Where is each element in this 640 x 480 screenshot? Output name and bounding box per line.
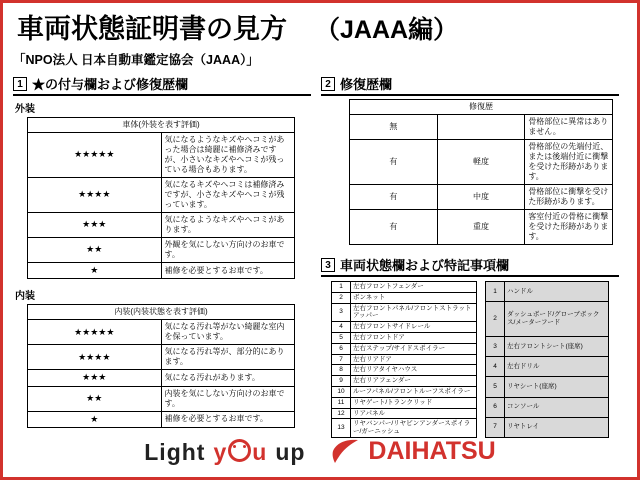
table-row [28, 305, 295, 320]
section3-number: 3 [321, 258, 335, 272]
part-number: 2 [332, 292, 351, 303]
repair-grade: 軽度 [437, 140, 525, 185]
repair-table-header: 修復歴 [350, 100, 613, 115]
repair-description: 骨格部位に衝撃を受けた形跡があります。 [525, 185, 613, 210]
table-row [332, 386, 477, 397]
rating-description: 気になるようなキズやヘコミがあった場合は綺麗に補修済みですが、小さいなキズやヘコミが残っている場合もあります。 [161, 133, 295, 178]
table-row [350, 140, 613, 185]
title-row [3, 3, 637, 46]
rating-description: 気になるキズやヘコミは補修済みですが、小さなキズやヘコミが残っています。 [161, 178, 295, 213]
part-name: 左右フロントドア [351, 332, 477, 343]
part-name: リヤシート(座席) [505, 377, 609, 397]
part-name: ダッシュボード/グローブボックス/メーターフード [505, 302, 609, 337]
repair-mark: 無 [350, 115, 438, 140]
exterior-parts-table [331, 281, 477, 438]
table-row [350, 115, 613, 140]
rating-description: 補修を必要とするお車です。 [161, 263, 295, 279]
left-column [13, 74, 311, 438]
daihatsu-logo-icon [331, 438, 361, 464]
table-row [332, 354, 477, 365]
brand-lockup [331, 437, 495, 466]
repair-grade: 中度 [437, 185, 525, 210]
rating-stars: ★★★★ [28, 345, 162, 370]
table-row [350, 210, 613, 245]
rating-description: 外観を気にしない方向けのお車です。 [161, 238, 295, 263]
right-column [321, 74, 619, 438]
repair-mark: 有 [350, 210, 438, 245]
table-row [486, 282, 609, 302]
rating-description: 気になるようなキズやヘコミがあります。 [161, 213, 295, 238]
table-row [28, 213, 295, 238]
section2-header [321, 74, 619, 96]
part-number: 13 [332, 419, 351, 438]
part-number: 10 [332, 386, 351, 397]
part-name: リアパネル [351, 408, 477, 419]
part-number: 5 [486, 377, 505, 397]
table-row [28, 178, 295, 213]
part-name: リヤゲート/トランクリッド [351, 397, 477, 408]
rating-description: 気になる汚れがあります。 [161, 370, 295, 386]
repair-mark: 有 [350, 185, 438, 210]
section1-title: ★の付与欄および修復歴欄 [32, 77, 189, 92]
page-subtitle: 「NPO法人 日本自動車鑑定協会（JAAA）」 [13, 53, 259, 67]
part-number: 12 [332, 408, 351, 419]
content-columns [3, 68, 637, 438]
part-number: 7 [486, 417, 505, 437]
exterior-table-header: 車体(外装を表す評価) [28, 118, 295, 133]
interior-parts-table [485, 281, 609, 438]
part-number: 1 [332, 282, 351, 293]
table-row [332, 322, 477, 333]
rating-stars: ★★★★ [28, 178, 162, 213]
section1-header [13, 74, 311, 96]
part-number: 1 [486, 282, 505, 302]
rating-stars: ★ [28, 411, 162, 427]
part-name: 左右ステップ/サイドスポイラー [351, 343, 477, 354]
table-row [28, 370, 295, 386]
rating-stars: ★★ [28, 386, 162, 411]
part-name: コンソール [505, 397, 609, 417]
interior-group-label: 内装 [15, 291, 35, 303]
slogan-light: Light [144, 438, 206, 465]
section3-title: 車両状態欄および特記事項欄 [340, 258, 510, 273]
repair-description: 骨格部位に異常はありません。 [525, 115, 613, 140]
slogan-u: u [252, 438, 268, 465]
part-name: ルーフパネル/フロントルーフスポイラー [351, 386, 477, 397]
rating-description: 内装を気にしない方向けのお車です。 [161, 386, 295, 411]
repair-mark: 有 [350, 140, 438, 185]
table-row [486, 336, 609, 356]
rating-stars: ★ [28, 263, 162, 279]
table-row [28, 238, 295, 263]
table-row [28, 386, 295, 411]
part-number: 4 [486, 357, 505, 377]
smiley-o-icon [228, 439, 251, 462]
rating-stars: ★★★★★ [28, 133, 162, 178]
slogan-y: y [213, 438, 228, 465]
repair-description: 骨格部位の先端付近、または後端付近に衝撃を受けた形跡があります。 [525, 140, 613, 185]
part-name: 左右フロントパネル/フロントストラットアッパー [351, 303, 477, 322]
part-name: 左右リアタイヤハウス [351, 365, 477, 376]
part-number: 11 [332, 397, 351, 408]
rating-stars: ★★ [28, 238, 162, 263]
table-row [486, 302, 609, 337]
slogan [144, 437, 305, 466]
rating-stars: ★★★★★ [28, 320, 162, 345]
section2-number: 2 [321, 77, 335, 91]
part-name: ハンドル [505, 282, 609, 302]
table-row [486, 357, 609, 377]
repair-description: 客室付近の骨格に衝撃を受けた形跡があります。 [525, 210, 613, 245]
table-row [332, 303, 477, 322]
part-number: 2 [486, 302, 505, 337]
page-title-sub: （JAAA編） [315, 16, 459, 44]
repair-grade [437, 115, 525, 140]
part-number: 4 [332, 322, 351, 333]
repair-history-table [349, 99, 613, 245]
part-number: 5 [332, 332, 351, 343]
table-row [28, 263, 295, 279]
part-name: 左右リアフェンダー [351, 376, 477, 387]
section2-title: 修復歴欄 [340, 77, 393, 92]
part-name: 左右フロントフェンダー [351, 282, 477, 293]
brand-name: DAIHATSU [368, 436, 496, 465]
part-number: 9 [332, 376, 351, 387]
table-row [486, 377, 609, 397]
table-row [332, 365, 477, 376]
table-row [350, 100, 613, 115]
interior-rating-table [27, 304, 295, 428]
part-number: 7 [332, 354, 351, 365]
part-name: リヤバンパー/リヤピンアンダースポイラー/ガーニッシュ [351, 419, 477, 438]
part-number: 6 [486, 397, 505, 417]
exterior-rating-table [27, 117, 295, 279]
footer [3, 425, 637, 477]
part-number: 8 [332, 365, 351, 376]
part-name: 左右ドリル [505, 357, 609, 377]
repair-grade: 重度 [437, 210, 525, 245]
part-name: 左右リアドア [351, 354, 477, 365]
part-name: リヤトレイ [505, 417, 609, 437]
table-row [332, 282, 477, 293]
table-row [28, 320, 295, 345]
interior-table-header: 内装(内装状態を表す評価) [28, 305, 295, 320]
table-row [332, 343, 477, 354]
part-number: 3 [486, 336, 505, 356]
table-row [332, 292, 477, 303]
table-row [332, 397, 477, 408]
section1-number: 1 [13, 77, 27, 91]
rating-description: 気になる汚れ等がない綺麗な室内を保っています。 [161, 320, 295, 345]
table-row [332, 376, 477, 387]
rating-description: 気になる汚れ等が、部分的にあります。 [161, 345, 295, 370]
part-name: 左右フロントシート(座席) [505, 336, 609, 356]
slogan-up: up [275, 438, 306, 465]
parts-tables-wrapper [331, 281, 619, 438]
rating-stars: ★★★ [28, 370, 162, 386]
rating-stars: ★★★ [28, 213, 162, 238]
section3-header [321, 255, 619, 277]
table-row [332, 332, 477, 343]
table-row [350, 185, 613, 210]
table-row [332, 408, 477, 419]
table-row [28, 118, 295, 133]
part-number: 3 [332, 303, 351, 322]
table-row [28, 345, 295, 370]
part-number: 6 [332, 343, 351, 354]
page-title: 車両状態証明書の見方 [17, 14, 287, 44]
rating-description: 補修を必要とするお車です。 [161, 411, 295, 427]
table-row [28, 133, 295, 178]
part-name: ボンネット [351, 292, 477, 303]
table-row [486, 397, 609, 417]
part-name: 左右フロントサイドレール [351, 322, 477, 333]
exterior-group-label: 外装 [15, 104, 35, 115]
